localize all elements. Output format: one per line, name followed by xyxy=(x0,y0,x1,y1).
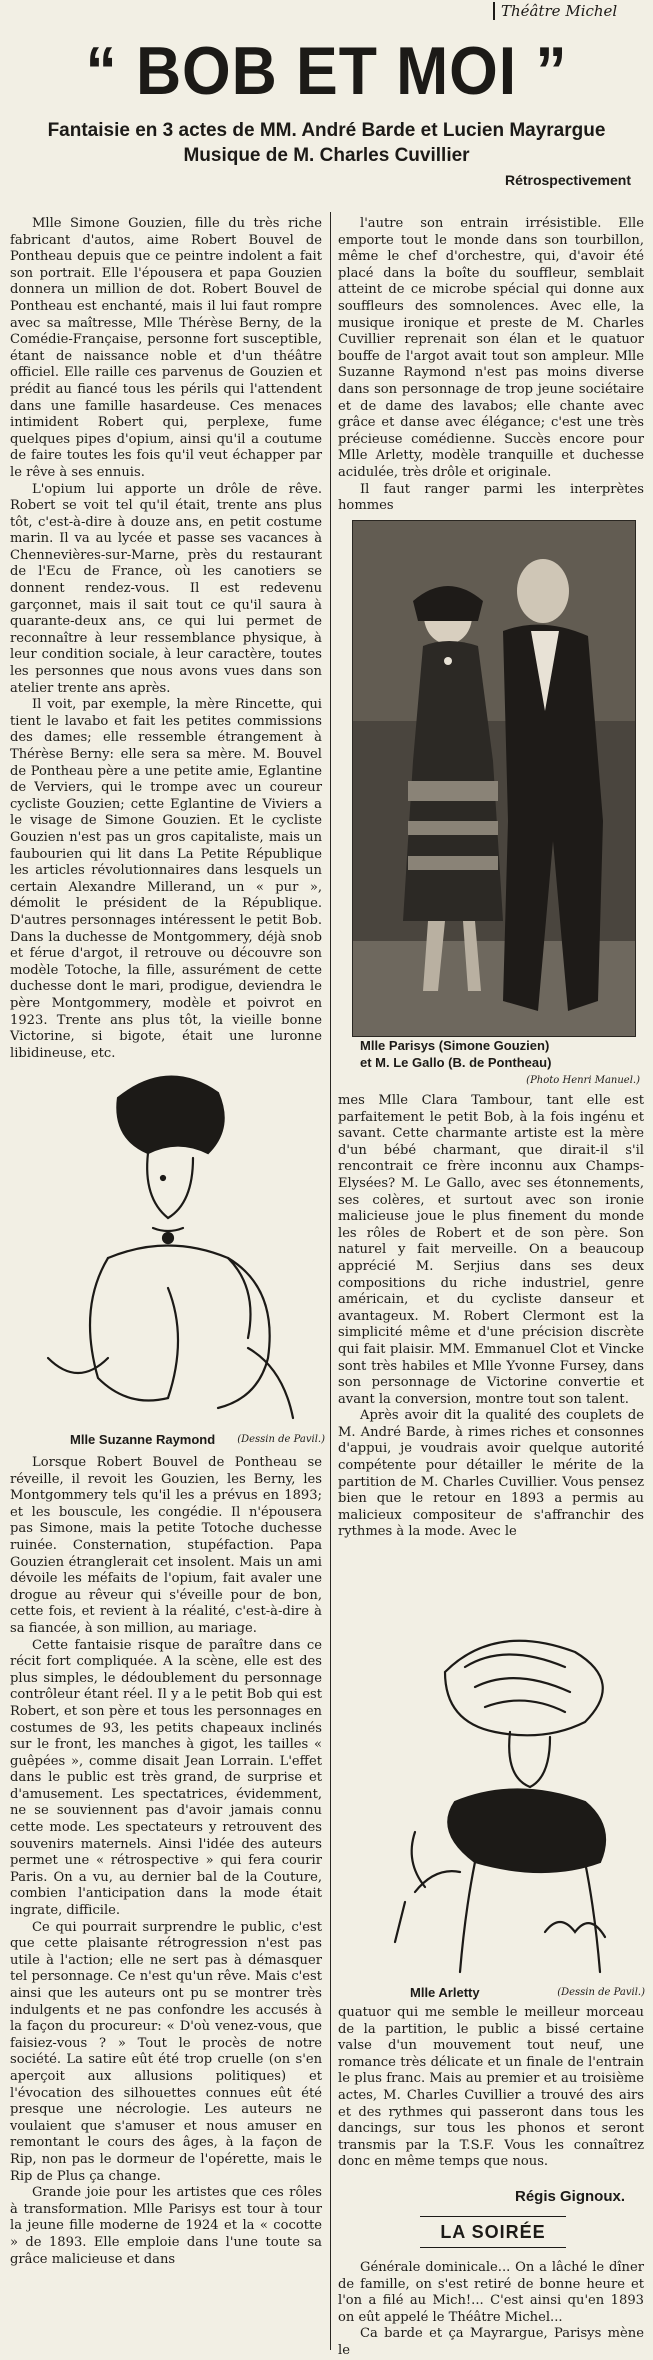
sketch1-caption xyxy=(70,1432,325,1449)
column-rule-top xyxy=(330,212,331,1052)
paragraph: Il voit, par exemple, la mère Rincette, qui tient le lavabo et fait les petites commissions des dames; elle ressemble étrangement à Thérèse Berny: elle sera sa mère. M. Bouvel de Pontheau père a une petite amie, Eglantine de Verviers, qui le trompe avec un coureur cycliste Gouzien; cette Eglantine de Viviers a le visage de Simone Gouzien. Et le cycliste Gouzien n'est pas un gros capitaliste, mais un faubourien qui lit dans La Petite République les articles révolutionnaires dans lesquels un certain Alexandre Millerand, un « pur », démolit le président de la République. D'autres personnages intéressent le petit Bob. Dans la duchesse de Montgommery, déjà snob et férue d'argot, il retrouve ou découvre son modèle Totoche, la fille, assurément de cette duchesse dont le mari, prodigue, deviendra le père Montgommery, modèle et poivrot en 1923. Trente ans plus tôt, la vieille bonne Victorine, si bigote, était une luronne libidineuse, etc. xyxy=(10,697,322,1061)
sketch2-caption-name: Mlle Arletty xyxy=(410,1985,480,2000)
article-column-right-middle xyxy=(338,1093,644,1605)
photo-caption xyxy=(360,1038,640,1089)
sketch-suzanne-raymond-illustration xyxy=(18,1058,318,1428)
sketch-arletty-illustration xyxy=(345,1612,645,1977)
retrospective-label: Rétrospectivement xyxy=(504,172,631,188)
sketch-suzanne-raymond xyxy=(18,1058,318,1428)
article-subtitle: Fantaisie en 3 actes de MM. André Barde et Lucien Mayrargue xyxy=(47,120,606,141)
photo-figures-illustration xyxy=(353,521,635,1036)
section-tag: Théâtre Michel xyxy=(493,2,651,20)
photo-caption-line1: Mlle Parisys (Simone Gouzien) xyxy=(360,1038,550,1053)
article-subtitle-music: Musique de M. Charles Cuvillier xyxy=(183,145,470,166)
paragraph: l'autre son entrain irrésistible. Elle emporte tout le monde dans son tourbillon, même le chef d'orchestre, qui, d'avoir été placé dans la boîte du souffleur, semblait atteint de ce microbe spécial qui donne aux souffleurs des somnolences. Avec elle, la musique ironique et preste de M. Charles Cuvillier reprenait son élan et le quatuor bouffe de l'argot avait tout son ampleur. Mlle Suzanne Raymond n'est pas moins diverse dans son personnage de trop jeune sociétaire et de dame des lavabos; elle chante avec grâce et danse avec élégance; c'est une très précieuse comédienne. Succès encore pour Mlle Arletty, modèle tranquille et duchesse acidulée, très drôle et originale. xyxy=(338,216,644,480)
column-rule-bottom xyxy=(330,1050,331,2350)
signature: Régis Gignoux. xyxy=(514,2188,625,2205)
paragraph: Ca barde et ça Mayrargue, Parisys mène le xyxy=(338,2326,644,2358)
sketch-arletty xyxy=(345,1612,645,1977)
paragraph: Mlle Simone Gouzien, fille du très riche fabricant d'autos, aime Robert Bouvel de Pontheau depuis que ce peintre indolent a fait son portrait. Elle l'épousera et papa Gouzien donnera un million de dot. Robert Bouvel de Pontheau est enchanté, mais il lui faut rompre avec sa maîtresse, Mlle Thérèse Berny, de la Comédie-Française, personne fort susceptible, étant de naissance noble et d'un théâtre officiel. Elle raille ces parvenus de Gouzien et prédit au fiancé tous les périls qui l'attendent dans une famille hasardeuse. Ces menaces intimident Robert qui, perplexe, fume quelques pipes d'opium, ainsi qu'il a coutume de faire toutes les fois qu'il veut échapper par le rêve à ses ennuis. xyxy=(10,216,322,480)
sketch1-caption-name: Mlle Suzanne Raymond xyxy=(70,1432,216,1447)
paragraph: Après avoir dit la qualité des couplets de M. André Barde, à rimes riches et consonnes d'appui, je voudrais avoir quelque autorité compétente pour détailler le mérite de la partition de M. Charles Cuvillier. Vous pensez bien que le retour en 1893 a permis au malicieux compositeur de s'affranchir des rythmes à la mode. Avec le xyxy=(338,1408,644,1540)
paragraph: mes Mlle Clara Tambour, tant elle est parfaitement le petit Bob, à la fois ingénu et savant. Cette charmante artiste est la mère d'un bébé charmant, que dirait-il s'il rencontrait ce frère inconnu aux Champs-Elysées? M. Le Gallo, avec ses étonnements, ses colères, et surtout avec son ironie malicieuse joue le plus finement du monde les rôles de Robert et de son père. Son naturel y fait merveille. On a beaucoup apprécié M. Serjius dans ses deux compositions du riche industriel, genre américain, et du cycliste danseur et avantageux. M. Robert Clermont est la simplicité même et d'une précision discrète qui fait plaisir. MM. Emmanuel Clot et Vincke sont très habiles et Mlle Yvonne Fursey, dans son personnage de Victorine convertie et avant la conversion, montre tout son talent. xyxy=(338,1093,644,1407)
paragraph: Ce qui pourrait surprendre le public, c'est que cette plaisante rétrogression n'est pas utile à l'action; elle ne sert pas à démasquer tel personnage. Ce n'est qu'un rêve. Mais c'est ainsi que les auteurs ont pu se montrer très indulgents et ne pas confondre les accusés à la façon du procureur: « D'où venez-vous, que faisiez-vous ? » Tout le procès de notre société. La satire eût été trop cruelle (on s'en aperçoit aux allusions politiques) et l'évocation des silhouettes connues eût été presque une nécrologie. Les auteurs ne voulaient que s'amuser et nous amuser en remontant le cours des âges, à la façon de Rip, non pas le dormeur de l'opérette, mais le Rip de Plus ça change. xyxy=(10,1919,322,2184)
article-column-soiree xyxy=(338,2260,644,2358)
paragraph: Générale dominicale... On a lâché le dîner de famille, on s'est retiré de bonne heure et l'on a filé au Mich!... C'est ainsi qu'en 1893 on eût appelé le Théâtre Michel... xyxy=(338,2260,644,2325)
sketch2-credit: (Dessin de Pavil.) xyxy=(557,1987,645,1998)
article-column-right-top xyxy=(338,216,644,514)
soiree-heading: LA SOIRÉE xyxy=(420,2216,566,2248)
paragraph: quatuor qui me semble le meilleur morceau de la partition, le public a bissé certaine valse d'un mouvement tout neuf, une romance très délicate et un finale de l'entrain le plus franc. Mais au premier et au troisième actes, M. Charles Cuvillier a trouvé des airs et des rythmes qui passeront dans tous les dancings, sur tous les phonos et seront transmis par la T.S.F. Vous les connaîtrez donc en même temps que nous. xyxy=(338,2005,644,2170)
paragraph: Cette fantaisie risque de paraître dans ce récit fort compliquée. A la scène, elle est des plus simples, le dédoublement du personnage contrôleur étant réel. Il y a le petit Bob qui est Robert, et son père et tous les personnages en costumes de 93, les petits chapeaux inclinés sur le front, les manches à gigot, les tailles « guêpées », comme disait Jean Lorrain. L'effet dans le public est très grand, de surprise et d'amusement. Les spectatrices, évidemment, ne se souviennent pas d'avoir jamais connu cette mode. Les spectateurs y retrouvent des souvenirs maternels. Ainsi l'idée des auteurs permet une « rétrospective » qui fera courir Paris. On a vu, au dernier bal de la Couture, combien l'anticipation dans la mode était ingrate, difficile. xyxy=(10,1637,322,1919)
article-title: “ BOB ET MOI ” xyxy=(85,33,568,109)
photo-caption-line2: et M. Le Gallo (B. de Pontheau) xyxy=(360,1055,552,1070)
photo-credit: (Photo Henri Manuel.) xyxy=(526,1075,640,1086)
sketch1-credit: (Dessin de Pavil.) xyxy=(237,1434,325,1445)
paragraph: L'opium lui apporte un drôle de rêve. Robert se voit tel qu'il était, trente ans plus tôt, c'est-à-dire à douze ans, en petit costume marin. Il va au lycée et passe ses vacances à Chennevières-sur-Marne, près du restaurant de l'Ecu de France, où les canotiers se donnent rendez-vous. Il est redevenu garçonnet, mais il sait tout ce qu'il saura à quarante-deux ans, ce qui lui permet de reconnaître à leur ressemblance physique, à leur condition sociale, à leur caractère, toutes les personnes que nous avons vues dans son atelier trente ans après. xyxy=(10,481,322,696)
article-column-left-top xyxy=(10,216,322,1061)
sketch2-caption xyxy=(410,1985,645,2002)
paragraph: Lorsque Robert Bouvel de Pontheau se réveille, il revoit les Gouzien, les Berny, les Montgommery tels qu'il les a prévus en 1893; et les bouscule, les congédie. Il n'épousera pas Simone, mais la petite Totoche duchesse ruinée. Consternation, stupéfaction. Papa Gouzien étranglerait cet insolent. Mais un ami dévoile les méfaits de l'opium, fait avaler une drogue au rêveur qui s'éveille pour de bon, cette fois, et revient à la réalité, c'est-à-dire à sa fiancée, à son million, au mariage. xyxy=(10,1455,322,1636)
paragraph: Grande joie pour les artistes que ces rôles à transformation. Mlle Parisys est tour à tour la jeune fille moderne de 1924 et la « cocotte » de 1893. Elle emploie dans l'une toute sa grâce malicieuse et dans xyxy=(10,2185,322,2267)
article-column-right-bottom xyxy=(338,2005,644,2185)
article-column-left-bottom xyxy=(10,1455,322,2350)
actors-photo xyxy=(352,520,636,1037)
paragraph: Il faut ranger parmi les interprètes hommes xyxy=(338,481,644,514)
